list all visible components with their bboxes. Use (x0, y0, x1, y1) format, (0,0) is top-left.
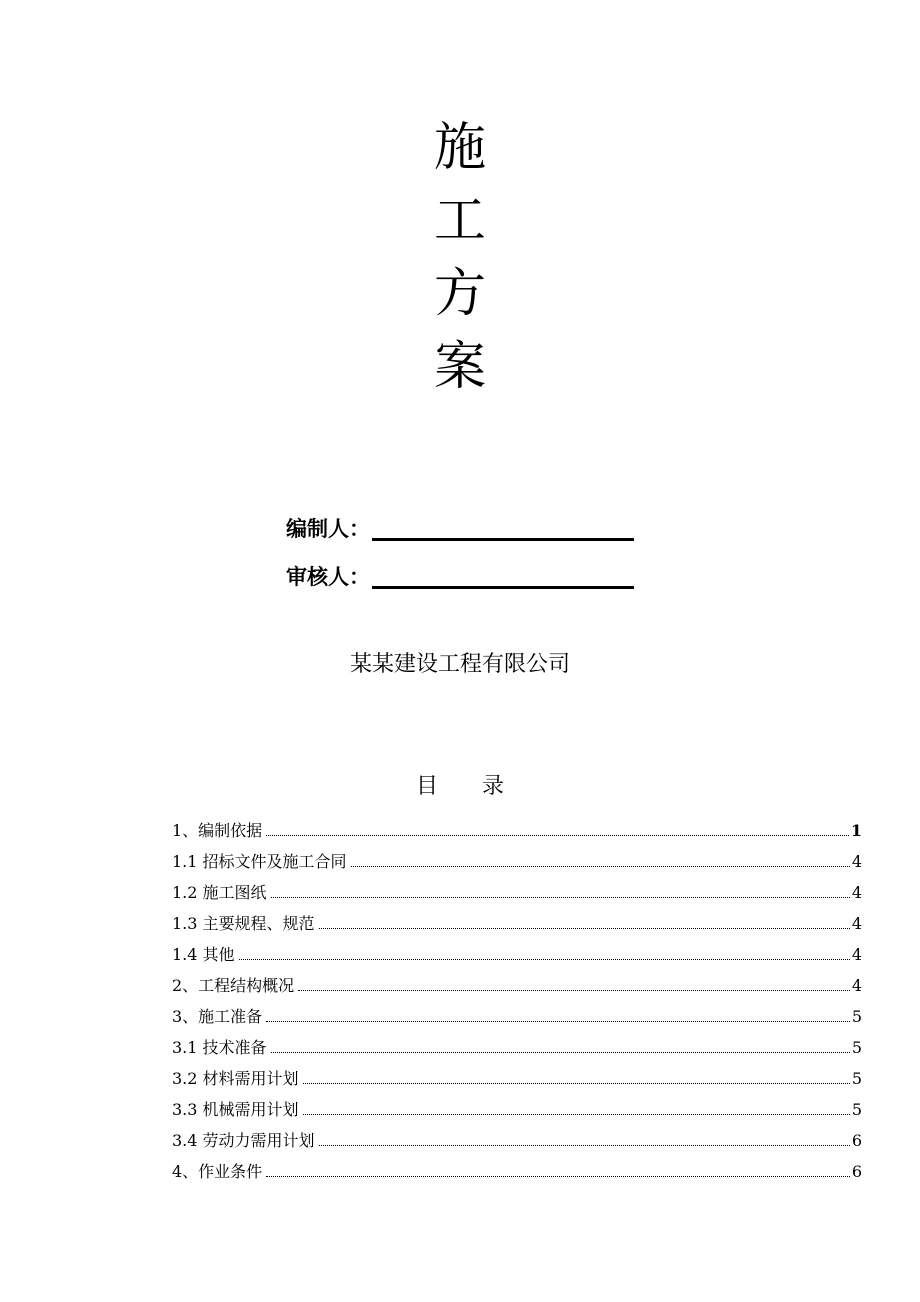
table-of-contents (172, 815, 862, 1187)
toc-entry-text: 2、工程结构概况 (172, 976, 295, 995)
toc-entry[interactable] (172, 1094, 862, 1125)
toc-entry-page: 4 (851, 914, 862, 933)
toc-entry-text: 1.3 主要规程、规范 (172, 914, 315, 933)
company-name: 某某建设工程有限公司 (349, 652, 570, 677)
toc-heading-right: 录 (482, 774, 505, 799)
toc-leader-dots (271, 897, 850, 898)
toc-entry-page: 6 (851, 1162, 862, 1181)
toc-entry[interactable] (172, 1156, 862, 1187)
toc-entry-text: 3.3 机械需用计划 (172, 1100, 299, 1119)
toc-leader-dots (266, 835, 849, 836)
title-char: 方 (433, 264, 486, 324)
toc-heading-left: 目 (415, 774, 438, 799)
toc-entry-text: 1.1 招标文件及施工合同 (172, 852, 347, 871)
toc-entry[interactable] (172, 1001, 862, 1032)
toc-entry[interactable] (172, 908, 862, 939)
toc-leader-dots (298, 990, 850, 991)
toc-heading (0, 772, 920, 802)
toc-leader-dots (303, 1083, 850, 1084)
toc-leader-dots (319, 928, 850, 929)
author-signature-row (286, 503, 634, 543)
toc-entry-page: 5 (851, 1038, 862, 1057)
toc-leader-dots (351, 866, 850, 867)
toc-entry-text: 4、作业条件 (172, 1162, 263, 1181)
reviewer-signature-row (286, 551, 634, 591)
toc-entry-page: 1 (850, 821, 862, 840)
toc-leader-dots (303, 1114, 850, 1115)
title-char: 案 (433, 337, 486, 397)
toc-entry-text: 3.2 材料需用计划 (172, 1069, 299, 1088)
toc-entry-text: 3、施工准备 (172, 1007, 263, 1026)
toc-entry[interactable] (172, 1032, 862, 1063)
reviewer-signature-line[interactable] (372, 586, 634, 589)
author-label: 编制人： (286, 517, 370, 541)
toc-entry-text: 3.4 劳动力需用计划 (172, 1131, 315, 1150)
document-title (0, 112, 920, 404)
toc-leader-dots (266, 1021, 850, 1022)
toc-entry-page: 5 (851, 1100, 862, 1119)
author-signature-line[interactable] (372, 538, 634, 541)
toc-entry[interactable] (172, 1125, 862, 1156)
toc-entry-text: 1.4 其他 (172, 945, 235, 964)
toc-leader-dots (271, 1052, 850, 1053)
toc-entry-text: 1、编制依据 (172, 821, 263, 840)
toc-entry-page: 4 (851, 852, 862, 871)
toc-entry-text: 3.1 技术准备 (172, 1038, 267, 1057)
toc-entry[interactable] (172, 970, 862, 1001)
toc-entry-page: 6 (851, 1131, 862, 1150)
toc-entry[interactable] (172, 1063, 862, 1094)
toc-entry-page: 4 (851, 945, 862, 964)
toc-entry[interactable] (172, 939, 862, 970)
toc-leader-dots (319, 1145, 850, 1146)
toc-entry-page: 5 (851, 1007, 862, 1026)
title-char: 施 (433, 118, 486, 178)
toc-entry-text: 1.2 施工图纸 (172, 883, 267, 902)
toc-entry-page: 4 (851, 883, 862, 902)
toc-entry-page: 4 (851, 976, 862, 995)
title-char: 工 (433, 191, 486, 251)
toc-entry-page: 5 (851, 1069, 862, 1088)
toc-leader-dots (239, 959, 850, 960)
toc-entry[interactable] (172, 815, 862, 846)
toc-entry[interactable] (172, 877, 862, 908)
reviewer-label: 审核人： (286, 565, 370, 589)
toc-leader-dots (266, 1176, 850, 1177)
toc-entry[interactable] (172, 846, 862, 877)
